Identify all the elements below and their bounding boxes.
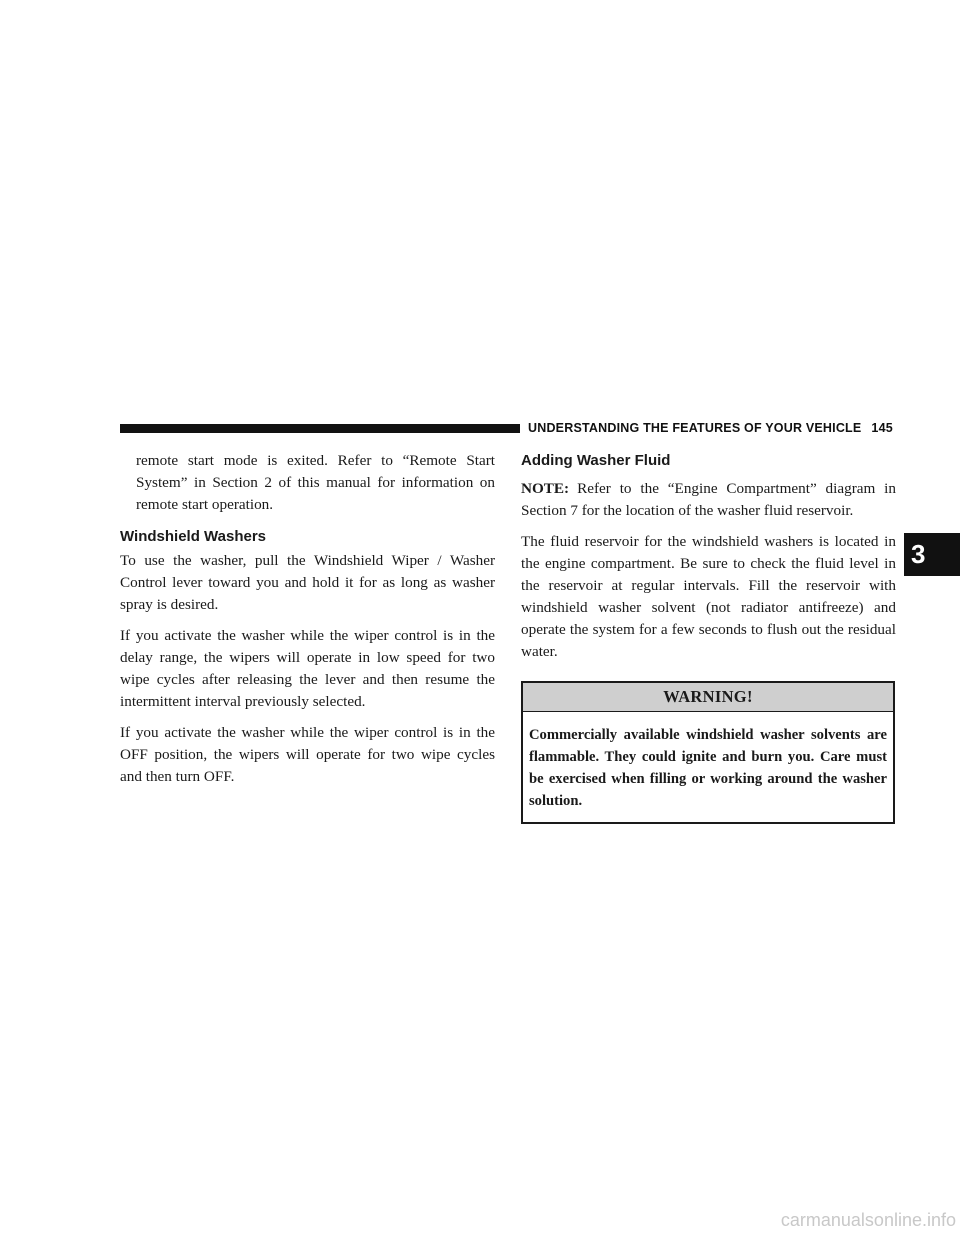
paragraph: If you activate the washer while the wiper control is in the OFF position, the wipers will operate for two wipe cycles and then turn OFF.: [120, 724, 495, 785]
note-label: NOTE:: [521, 480, 570, 497]
right-column: [521, 450, 896, 824]
header-rule: [120, 424, 520, 433]
note-paragraph: [521, 478, 896, 522]
running-header: [528, 419, 898, 437]
section-heading-adding-washer-fluid: Adding Washer Fluid: [521, 452, 671, 469]
left-column: [120, 450, 495, 797]
continued-paragraph: remote start mode is exited. Refer to “Remote Start System” in Section 2 of this manual for information on remote start operation.: [136, 452, 495, 513]
page-number: 145: [871, 421, 893, 435]
section-heading-windshield-washers: Windshield Washers: [120, 528, 267, 545]
chapter-tab: 3: [904, 533, 960, 576]
running-header-title: UNDERSTANDING THE FEATURES OF YOUR VEHICLE: [528, 421, 862, 435]
paragraph: To use the washer, pull the Windshield Wiper / Washer Control lever toward you and hold it for as long as washer spray is desired.: [120, 552, 495, 613]
note-text: Refer to the “Engine Compartment” diagram in Section 7 for the location of the washer fluid reservoir.: [521, 480, 896, 519]
paragraph: The fluid reservoir for the windshield washers is located in the engine compartment. Be sure to check the fluid level in the reservoir at regular intervals. Fill the reservoir with windshield washer solvent (not radiator antifreeze) and operate the system for a few seconds to flush out the residual water.: [521, 533, 896, 660]
warning-title: WARNING!: [523, 683, 893, 712]
paragraph: If you activate the washer while the wiper control is in the delay range, the wipers will operate in low speed for two wipe cycles after releasing the lever and then resume the intermittent interval previously selected.: [120, 627, 495, 710]
warning-box: [521, 681, 895, 824]
watermark: carmanualsonline.info: [780, 1210, 956, 1230]
warning-text: Commercially available windshield washer solvents are flammable. They could ignite and burn you. Care must be exercised when filling or working around the washer solution.: [529, 727, 887, 809]
